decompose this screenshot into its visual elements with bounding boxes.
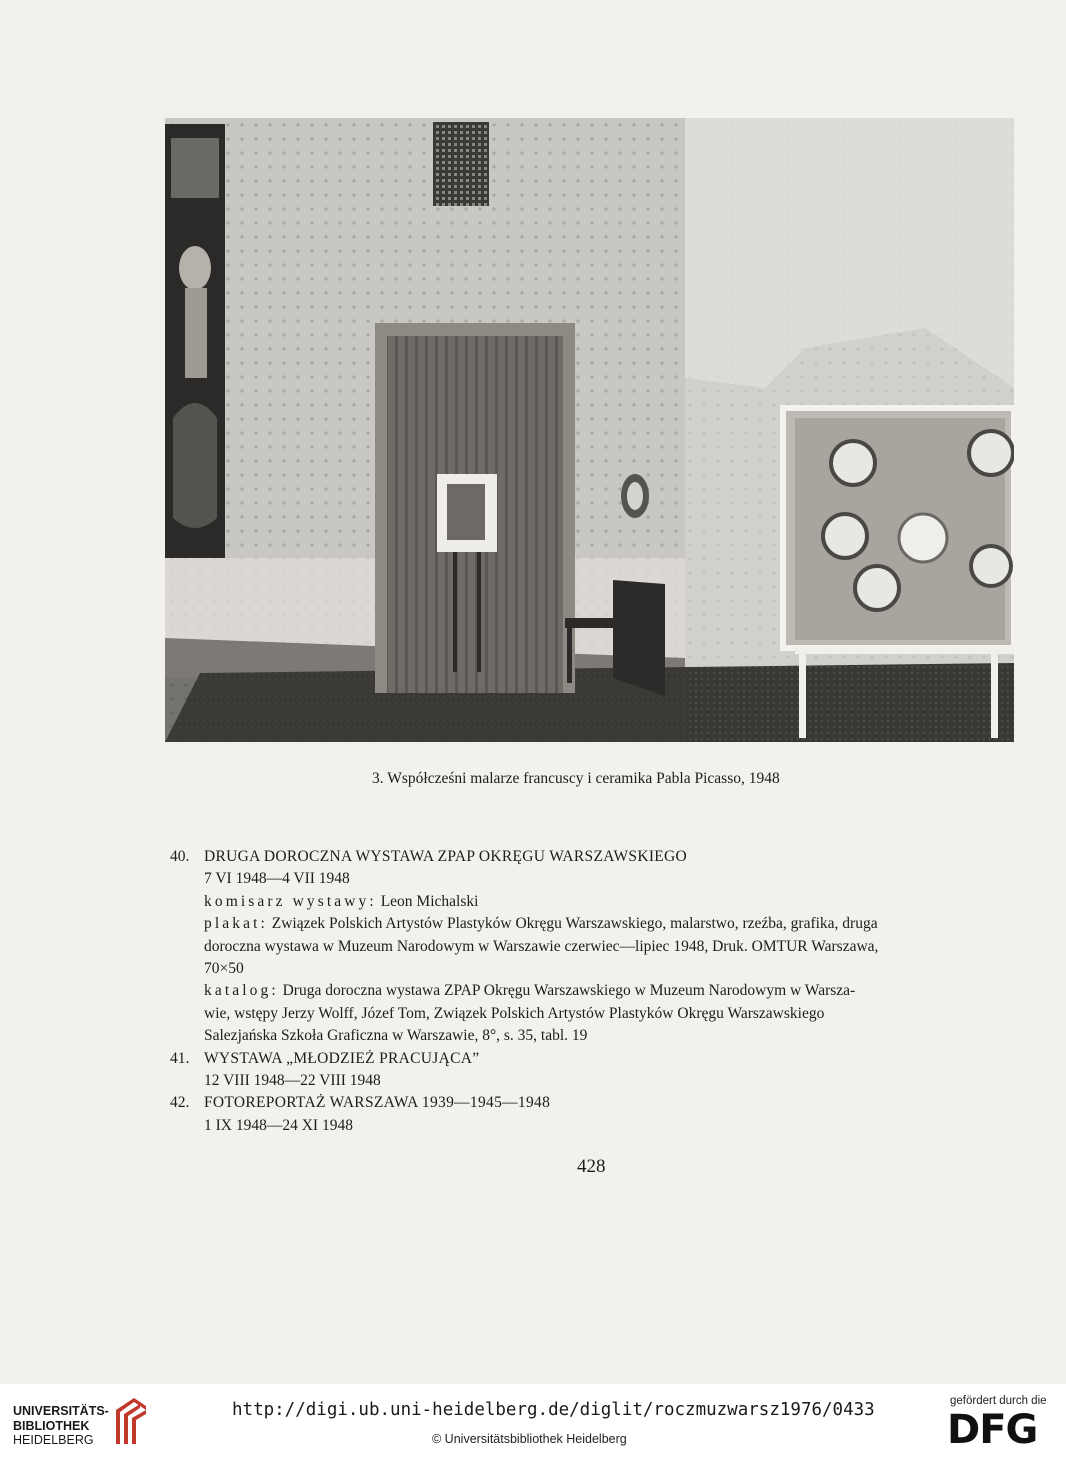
commissioner-label: komisarz wystawy:	[204, 892, 377, 910]
entry-title: WYSTAWA „MŁODZIEŻ PRACUJĄCA”	[204, 1049, 480, 1067]
poster-label: plakat:	[204, 915, 268, 933]
entry-title: DRUGA DOROCZNA WYSTAWA ZPAP OKRĘGU WARSZAWSKIEGO	[204, 848, 688, 865]
poster-text: 70×50	[204, 960, 244, 978]
figure-caption: 3. Współcześni malarze francuscy i ceramika Pabla Picasso, 1948	[372, 770, 780, 787]
poster-text: Związek Polskich Artystów Plastyków Okręgu Warszawskiego, malarstwo, rzeźba, grafika, druga	[271, 915, 878, 933]
catalogue-text: wie, wstępy Jerzy Wolff, Józef Tom, Związek Polskich Artystów Plastyków Okręgu Warszawskiego	[204, 1004, 825, 1022]
library-name-line: HEIDELBERG	[13, 1433, 94, 1447]
entry-40	[170, 846, 1030, 1048]
catalogue-line	[204, 980, 1030, 1002]
exhibition-room-image	[165, 118, 1014, 742]
entry-42	[170, 1092, 1030, 1137]
funding-note: gefördert durch die	[950, 1395, 1047, 1407]
entry-number: 42.	[170, 1094, 190, 1112]
poster-line	[204, 913, 1030, 935]
exhibition-entries	[170, 846, 1030, 1137]
library-name-line: UNIVERSITÄTS-	[13, 1404, 109, 1418]
entry-41	[170, 1048, 1030, 1093]
commissioner-line	[204, 891, 1030, 913]
entry-dates: 1 IX 1948—24 XI 1948	[204, 1116, 353, 1134]
dfg-logo[interactable]: DFG	[947, 1407, 1038, 1453]
library-name-line: BIBLIOTHEK	[13, 1418, 90, 1433]
page-number: 428	[577, 1156, 606, 1177]
library-name[interactable]	[13, 1404, 109, 1448]
commissioner-value: Leon Michalski	[380, 892, 479, 910]
exhibition-photograph	[165, 118, 1014, 742]
viewer-footer	[0, 1384, 1066, 1460]
entry-number: 41.	[170, 1049, 190, 1067]
entry-title: FOTOREPORTAŻ WARSZAWA 1939—1945—1948	[204, 1094, 551, 1112]
entry-number: 40.	[170, 848, 190, 865]
copyright-notice: © Universitätsbibliothek Heidelberg	[432, 1432, 627, 1446]
catalogue-text: Salezjańska Szkoła Graficzna w Warszawie, 8°, s. 35, tabl. 19	[204, 1027, 588, 1045]
permalink-url[interactable]: http://digi.ub.uni-heidelberg.de/diglit/roczmuzwarsz1976/0433	[232, 1400, 875, 1420]
catalogue-label: katalog:	[204, 982, 279, 1000]
library-logo-icon[interactable]	[110, 1392, 150, 1448]
entry-dates: 7 VI 1948—4 VII 1948	[204, 870, 350, 888]
entry-dates: 12 VIII 1948—22 VIII 1948	[204, 1072, 381, 1090]
poster-text: doroczna wystawa w Muzeum Narodowym w Warszawie czerwiec—lipiec 1948, Druk. OMTUR Warszawa,	[204, 937, 879, 955]
catalogue-text: Druga doroczna wystawa ZPAP Okręgu Warszawskiego w Muzeum Narodowym w Warsza-	[282, 982, 856, 1000]
